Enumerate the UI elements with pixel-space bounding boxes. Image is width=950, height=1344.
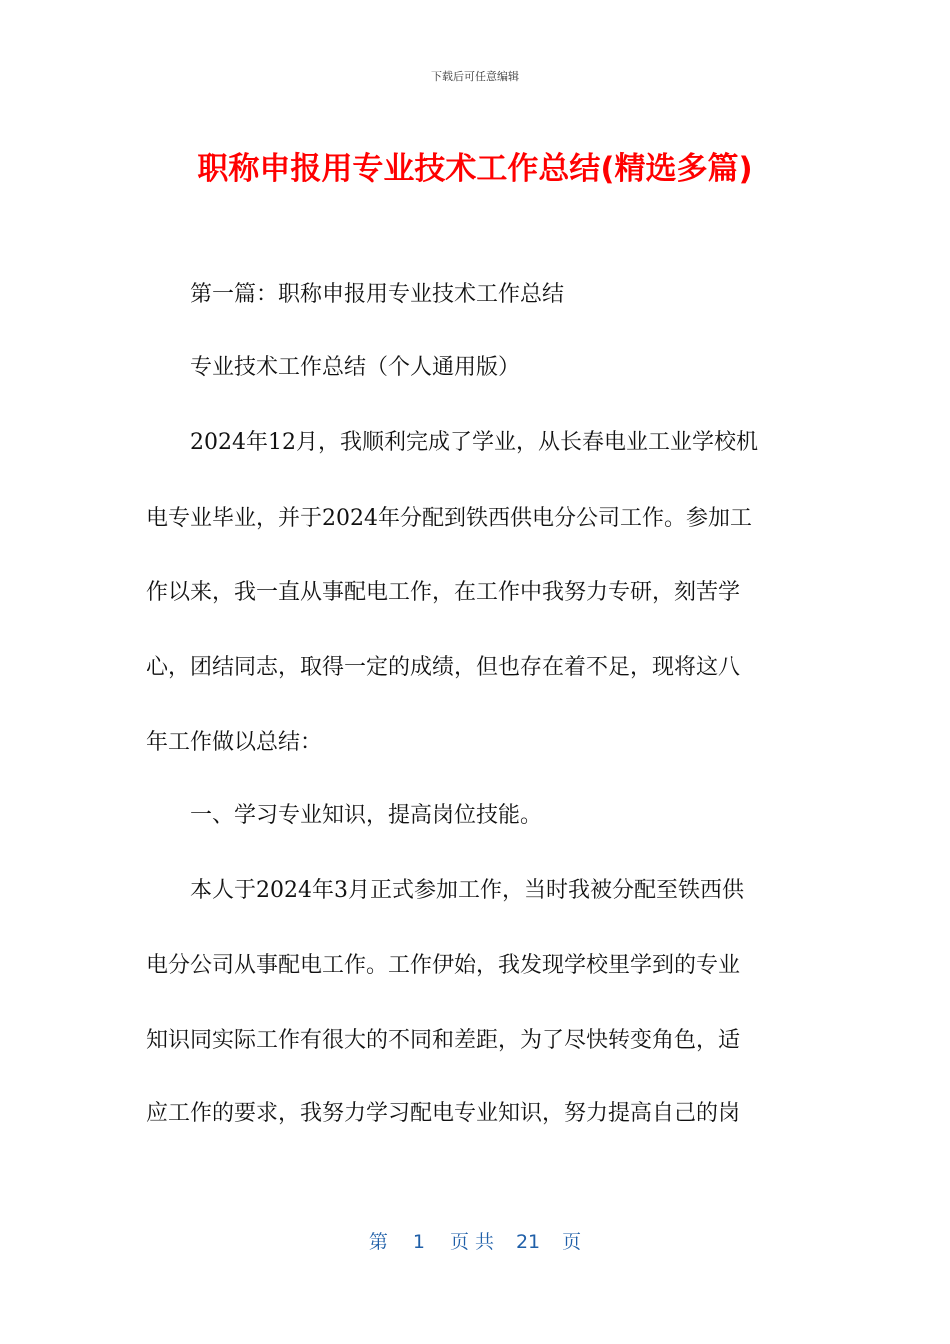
footer-prefix: 第 — [368, 1231, 388, 1253]
page-number: 1 — [412, 1231, 425, 1253]
paragraph-line: 本人于2024年3月正式参加工作，当时我被分配至铁西供 — [146, 878, 744, 903]
paragraph-line: 心，团结同志，取得一定的成绩，但也存在着不足，现将这八 — [146, 655, 741, 680]
paragraph-line: 作以来，我一直从事配电工作，在工作中我努力专研，刻苦学 — [146, 580, 741, 605]
paragraph-line: 2024年12月，我顺利完成了学业，从长春电业工业学校机 — [146, 430, 758, 455]
paragraph-line: 电分公司从事配电工作。工作伊始，我发现学校里学到的专业 — [146, 953, 741, 978]
paragraph-line: 知识同实际工作有很大的不同和差距，为了尽快转变角色，适 — [146, 1028, 741, 1053]
total-pages: 21 — [515, 1231, 541, 1253]
paragraph-line: 年工作做以总结： — [146, 730, 323, 755]
paragraph-line: 一、学习专业知识，提高岗位技能。 — [146, 803, 543, 828]
paragraph-line: 电专业毕业，并于2024年分配到铁西供电分公司工作。参加工 — [146, 506, 752, 531]
footer-suffix: 页 — [562, 1231, 582, 1253]
footer-middle: 页 共 — [449, 1231, 495, 1253]
header-note: 下载后可任意编辑 — [431, 70, 519, 83]
paragraph-line: 应工作的要求，我努力学习配电专业知识，努力提高自己的岗 — [146, 1101, 741, 1126]
document-title: 职称申报用专业技术工作总结(精选多篇) — [197, 151, 753, 187]
page-footer — [0, 1227, 950, 1254]
paragraph-line: 第一篇：职称申报用专业技术工作总结 — [146, 282, 565, 307]
paragraph-line: 专业技术工作总结（个人通用版） — [146, 355, 521, 380]
